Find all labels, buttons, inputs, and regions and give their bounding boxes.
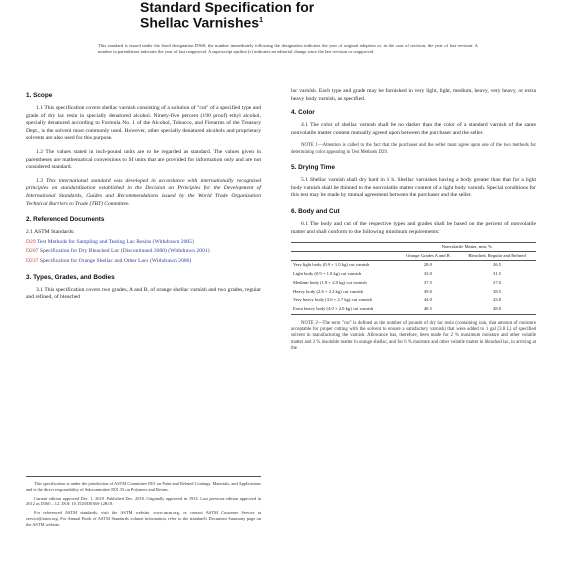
section-heading: 1. Scope — [26, 92, 53, 99]
reference-title-link[interactable]: Specification for Orange Shellac and Other Lacs (Withdrawn 2006) — [39, 257, 192, 264]
value-orange: 33.0 — [423, 271, 432, 277]
title-footnote-marker: 1 — [259, 17, 263, 24]
row-label: Very heavy body (3.6 + 2.7 kg) cut varnish — [293, 297, 372, 303]
note: NOTE 1—Attention is called to the fact that the purchaser and the seller must agree upon one of the two methods for determining color appearing in Test Methods D29. — [291, 143, 536, 155]
footnote: For referenced ASTM standards, visit the ASTM website, www.astm.org, or contact ASTM Customer Service at service@astm.org. For Annual Book of ASTM Standards volume information, refer to the standard's Document Summary page on the ASTM website. — [26, 510, 261, 527]
value-bleached: 38.5 — [493, 288, 502, 294]
paragraph: 3.1 This specification covers two grades, A and B, of orange shellac varnish and two grades, regular and refined, of bleached — [26, 286, 261, 301]
note: NOTE 2—The term "cut" is defined as the number of pounds of dry lac resin (containing rain, that amount of moisture acceptable for proper cutting with the solvent to ensure a satisfactory varnish) that were added to 1 gal (3.8 L) of specified solvent in manufacturing the varnish. Allowance has, therefore, been made for 2 % maximum moisture and other volatile matter and 2 % insoluble matter in orange shellac, and for 6 % moisture and other volatile matter in bleached lac, in arriving at the — [291, 320, 536, 352]
footnotes — [26, 476, 261, 531]
section-types-grades — [26, 274, 261, 302]
reference-item — [26, 248, 261, 256]
footnote: This specification is under the jurisdiction of ASTM Committee D01 on Paint and Related Coatings, Materials, and Applications and is the direct responsibility of Subcommittee D01.33 on Polymers and Resins. — [26, 481, 261, 492]
table-row — [291, 305, 536, 314]
reference-item — [26, 258, 261, 266]
table-top-header: Nonvolatile Matter, min, % — [398, 243, 536, 252]
paragraph: 1.2 The values stated in inch-pound units are to be regarded as standard. The values given in parentheses are mathematical conversions to SI units that are provided for information only and are not considered standard. — [26, 148, 261, 171]
document-title — [140, 0, 460, 30]
table-row — [291, 270, 536, 279]
designation-notice: This standard is issued under the fixed designation D360; the number immediately following the designation indicates the year of original adoption or, in the case of revision, the year of last revision. A number in parentheses indicates the year of last reapproval. A superscript epsilon (ε) indicates an editorial change since the last revision or reapproval. — [98, 43, 478, 55]
section-drying-time — [291, 164, 536, 200]
column-header-bleached: Bleached, Regular and Refined — [458, 251, 536, 260]
row-label: Very light body (0.9 + 1.0 kg) cut varnish — [293, 262, 370, 268]
value-orange: 37.5 — [423, 279, 432, 285]
reference-item — [26, 239, 261, 247]
value-bleached: 37.0 — [493, 279, 502, 285]
paragraph: 1.1 This specification covers shellac varnish consisting of a solution of "cut" of a specified type and grade of dry lac resin in specially denatured alcohol. Ninety-five percent (190 proof) ethyl alcohol, specially denatured according to Formula No. 1 of the Alcohol, Tobacco, and Firearms of the Treasury Dept., is the solvent most commonly used. However, other specially denatured alcohols and proprietary solvents are also used for this purpose. — [26, 105, 261, 142]
table-corner — [291, 251, 398, 260]
section-scope — [26, 92, 261, 208]
table-row — [291, 260, 536, 269]
section-heading: 4. Color — [291, 109, 315, 117]
value-bleached: 43.0 — [493, 297, 502, 303]
left-column — [26, 92, 261, 310]
column-header-orange: Orange Grades A and B — [398, 251, 458, 260]
paragraph: 4.1 The color of shellac varnish shall be no darker than the color of a standard varnish of the same nonvolatile matter content mutually agreed upon between the purchaser and the seller. — [291, 122, 536, 136]
value-orange: 44.0 — [423, 297, 432, 303]
section-color — [291, 109, 536, 156]
reference-title-link[interactable]: Specification for Dry Bleached Lac (Discontinued 2000) (Withdrawn 2001) — [39, 248, 210, 255]
table-row — [291, 278, 536, 287]
table-row — [291, 287, 536, 296]
right-column — [291, 88, 536, 361]
paragraph: 6.1 The body and cut of the respective types and grades shall be based on the percent of nonvolatile matter and shall conform to the following minimum requirements: — [291, 220, 536, 235]
refs-intro: 2.1 ASTM Standards: — [26, 229, 75, 236]
section-heading: 2. Referenced Documents — [26, 216, 105, 224]
paragraph-continued: lac varnish. Each type and grade may be furnished in very light, light, medium, heavy, very heavy, or extra heavy body varnish, as specified. — [291, 88, 536, 102]
section-heading: 3. Types, Grades, and Bodies — [26, 273, 115, 281]
reference-code-link[interactable]: D207 — [26, 248, 39, 255]
row-label: Heavy body (2.6 + 2.2 kg) cut varnish — [293, 288, 364, 294]
title-line-2: Shellac Varnishes$^1$ — [140, 14, 263, 31]
row-label: Extra heavy body (4.0 + 2.0 kg) cut varnish — [293, 306, 374, 312]
table-corner — [291, 243, 398, 252]
reference-code-link[interactable]: D237 — [26, 257, 39, 264]
reference-title-link[interactable]: Test Methods for Sampling and Testing Lac Resins (Withdrawn 2005) — [36, 238, 194, 245]
value-bleached: 26.5 — [493, 262, 502, 268]
row-label: Medium body (1.8 + 2.0 kg) cut varnish — [293, 279, 367, 285]
reference-code-link[interactable]: D29 — [26, 238, 36, 245]
footnote: Current edition approved Dec. 1, 2018. Published Dec. 2018. Originally approved in 1933. Last previous edition approved in 2012 as D360 – 12. DOI: 10.1520/D0360-12R18. — [26, 495, 261, 507]
value-bleached: 48.0 — [493, 306, 502, 312]
requirements-table — [291, 242, 536, 314]
value-orange: 28.0 — [423, 262, 432, 268]
value-orange: 39.0 — [423, 288, 432, 294]
table-row — [291, 296, 536, 305]
section-heading: 6. Body and Cut — [291, 207, 340, 215]
section-heading: 5. Drying Time — [291, 164, 335, 172]
paragraph: 1.3 This international standard was developed in accordance with internationally recognized principles on standardization established in the Decision on Principles for the Development of International Standards, Guides and Recommendations issued by the World Trade Organization Technical Barriers to Trade (TBT) Committee. — [26, 177, 261, 207]
value-bleached: 31.5 — [493, 271, 502, 277]
paragraph: 5.1 Shellac varnish shall dry hard in 1 h. Shellac varnishes having a body greater than that for a light body varnish shall be thinned to the nonvolatile matter content of a light body varnish. Special conditions for this test may be made by mutual agreement between the purchaser and the seller. — [291, 177, 536, 199]
row-label: Light body (0.9 + 1.0 kg) cut varnish — [293, 271, 362, 277]
section-body-and-cut — [291, 208, 536, 353]
section-referenced-documents — [26, 216, 261, 265]
title-line-1: Standard Specification for — [140, 0, 315, 15]
value-orange: 48.5 — [423, 306, 432, 312]
